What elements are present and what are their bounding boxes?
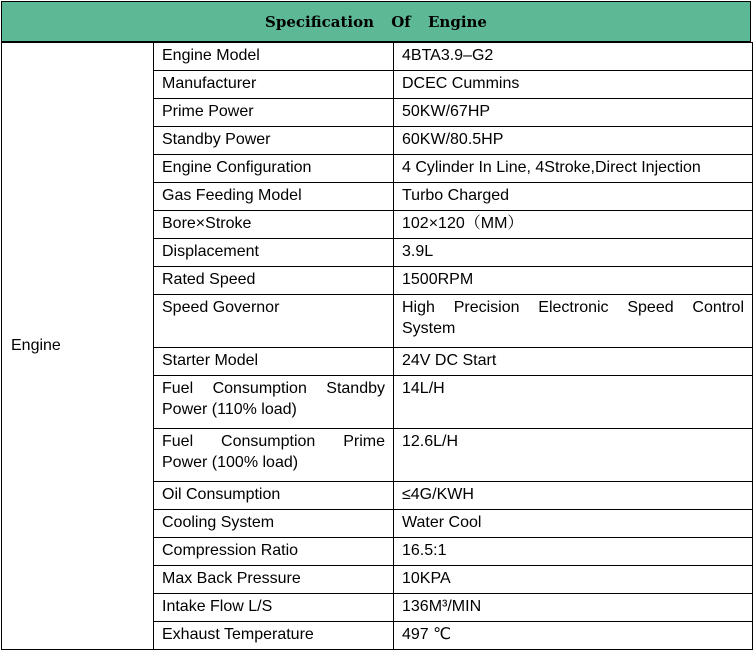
value-cell: ≤4G/KWH [394,482,753,510]
param-cell: Engine Model [154,43,394,71]
param-cell: Standby Power [154,127,394,155]
value-cell: 24V DC Start [394,348,753,376]
param-cell: Displacement [154,239,394,267]
value-cell: 136M³/MIN [394,594,753,622]
value-cell: 102×120（MM） [394,211,753,239]
value-cell: 4 Cylinder In Line, 4Stroke,Direct Injection [394,155,753,183]
value-cell: 50KW/67HP [394,99,753,127]
param-cell: Fuel Consumption Prime Power (100% load) [154,429,394,482]
param-cell: Prime Power [154,99,394,127]
param-cell: Max Back Pressure [154,566,394,594]
param-cell: Compression Ratio [154,538,394,566]
value-cell: 14L/H [394,376,753,429]
param-cell: Starter Model [154,348,394,376]
param-cell: Intake Flow L/S [154,594,394,622]
value-cell: 10KPA [394,566,753,594]
value-cell: 497 ℃ [394,622,753,650]
section-label: Engine [2,43,154,650]
param-cell: Engine Configuration [154,155,394,183]
value-cell: 4BTA3.9–G2 [394,43,753,71]
value-cell: 12.6L/H [394,429,753,482]
param-cell: Cooling System [154,510,394,538]
value-cell: 3.9L [394,239,753,267]
param-cell: Rated Speed [154,267,394,295]
value-cell: High Precision Electronic Speed Control System [394,295,753,348]
value-cell: DCEC Cummins [394,71,753,99]
param-cell: Manufacturer [154,71,394,99]
param-cell: Fuel Consumption Standby Power (110% load) [154,376,394,429]
table-title: Specification Of Engine [1,1,751,42]
value-cell: 16.5:1 [394,538,753,566]
param-cell: Speed Governor [154,295,394,348]
value-cell: 60KW/80.5HP [394,127,753,155]
value-cell: 1500RPM [394,267,753,295]
param-cell: Exhaust Temperature [154,622,394,650]
param-cell: Gas Feeding Model [154,183,394,211]
table-row [2,43,753,71]
value-cell: Water Cool [394,510,753,538]
spec-table [1,42,753,650]
param-cell: Bore×Stroke [154,211,394,239]
value-cell: Turbo Charged [394,183,753,211]
param-cell: Oil Consumption [154,482,394,510]
